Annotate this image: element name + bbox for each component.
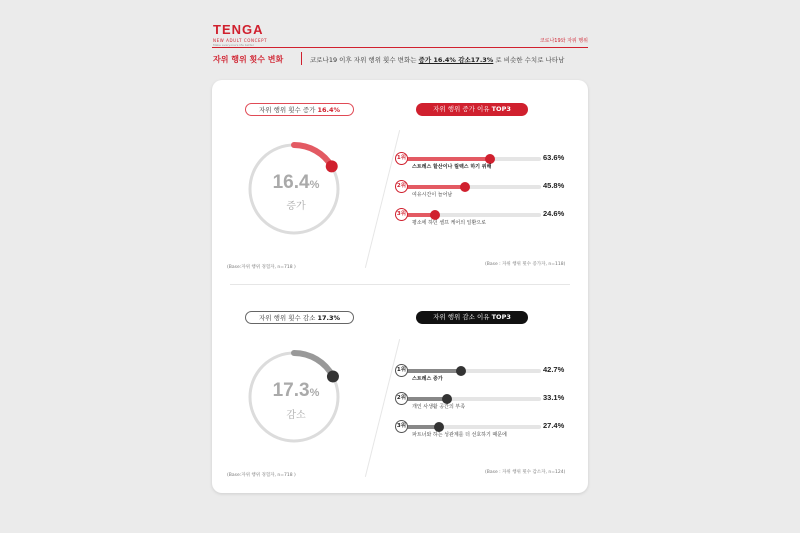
increase-ring-dot: [326, 160, 338, 172]
bar-track: [401, 369, 541, 373]
decrease-ring-value: [246, 380, 346, 402]
reason-value: 27.4%: [543, 421, 565, 430]
increase-ring-label: 증가: [286, 201, 306, 212]
rank-badge: 3위: [395, 208, 408, 221]
header-divider: [212, 47, 588, 48]
decrease-base-right: (Base : 자위 행위 횟수 감소자, n=124): [485, 470, 566, 475]
rank-badge: 3위: [395, 420, 408, 433]
section-description: [310, 55, 564, 64]
rank-badge: 1위: [395, 364, 408, 377]
bar-fill: [401, 157, 490, 161]
reason-text: 스트레스 증가: [412, 376, 443, 382]
result-card: [212, 80, 588, 493]
topic-tag: 코로나19와 자위 행위: [539, 38, 588, 44]
reason-value: 45.8%: [543, 181, 565, 190]
list-item: [395, 392, 575, 412]
list-item: [395, 420, 575, 440]
bar-fill: [401, 369, 461, 373]
bar-dot: [460, 182, 470, 192]
increase-ring-arc: [294, 145, 332, 166]
reason-text: 여유시간이 늘어남: [412, 192, 453, 198]
reason-text: 평소에 하던 셀프 케어의 일환으로: [412, 220, 486, 226]
list-item: [395, 208, 575, 228]
increase-ring-value: [246, 172, 346, 194]
reason-value: 33.1%: [543, 393, 565, 402]
increase-base-left: (Base:자위 행위 경험자, n=718 ): [227, 265, 296, 270]
bar-track: [401, 397, 541, 401]
increase-pill-value: 16.4%: [317, 106, 341, 114]
rank-badge: 2위: [395, 392, 408, 405]
increase-ring-unit: %: [309, 179, 320, 191]
reason-text: 스트레스 할산이나 릴렉스 하기 위해: [412, 164, 492, 170]
increase-pill: [245, 103, 354, 116]
bar-track: [401, 157, 541, 161]
increase-ring-number: 16.4: [272, 172, 310, 193]
bar-track: [401, 213, 541, 217]
decrease-pill-text: 자위 행위 횟수 감소: [258, 314, 318, 322]
list-item: [395, 152, 575, 172]
decrease-ring-arc: [294, 353, 333, 377]
decrease-pill-value: 17.3%: [317, 314, 341, 322]
bar-track: [401, 185, 541, 189]
increase-pill-text: 자위 행위 횟수 증가: [258, 106, 318, 114]
increase-base-right: (Base : 자위 행위 횟수 증가자, n=118): [485, 262, 566, 267]
rank-badge: 2위: [395, 180, 408, 193]
decrease-ring-unit: %: [309, 387, 320, 399]
title-separator: [301, 52, 302, 65]
list-item: [395, 364, 575, 384]
tenga-logo: [213, 22, 267, 47]
decrease-ring-label: 감소: [286, 410, 306, 421]
increase-top3-title: 자위 행위 증가 이유: [433, 105, 492, 113]
rank-badge: 1위: [395, 152, 408, 165]
bar-track: [401, 425, 541, 429]
reason-text: 파트너와 하는 성관계를 더 선호하기 때문에: [412, 432, 507, 438]
decrease-top3-pill: [416, 311, 528, 324]
decrease-top3-title: 자위 행위 감소 이유: [433, 313, 492, 321]
decrease-pill: [245, 311, 354, 324]
bar-fill: [401, 185, 465, 189]
list-item: [395, 180, 575, 200]
reason-value: 24.6%: [543, 209, 565, 218]
decrease-top3-bold: TOP3: [491, 313, 511, 321]
increase-top3-bold: TOP3: [491, 105, 511, 113]
desc-post: 로 비슷한 수치로 나타남: [493, 56, 565, 64]
reason-value: 63.6%: [543, 153, 565, 162]
desc-highlight: 증가 16.4% 감소17.3%: [418, 56, 494, 64]
section-title: 자위 행위 횟수 변화: [213, 55, 284, 64]
section-divider: [230, 284, 570, 285]
decrease-ring-number: 17.3: [272, 380, 310, 401]
bar-dot: [456, 366, 466, 376]
reason-text: 개인 사생활 공간의 부족: [412, 404, 466, 410]
logo-brand: TENGA: [213, 22, 264, 37]
increase-top3-pill: [416, 103, 528, 116]
desc-pre: 코로나19 이후 자위 행위 횟수 변화는: [310, 56, 419, 64]
decrease-base-left: (Base:자위 행위 경험자, n=718 ): [227, 473, 296, 478]
logo-tagline: Make everyone's life better: [213, 43, 254, 47]
logo-subtitle: NEW ADULT CONCEPT: [213, 38, 268, 43]
reason-value: 42.7%: [543, 365, 565, 374]
